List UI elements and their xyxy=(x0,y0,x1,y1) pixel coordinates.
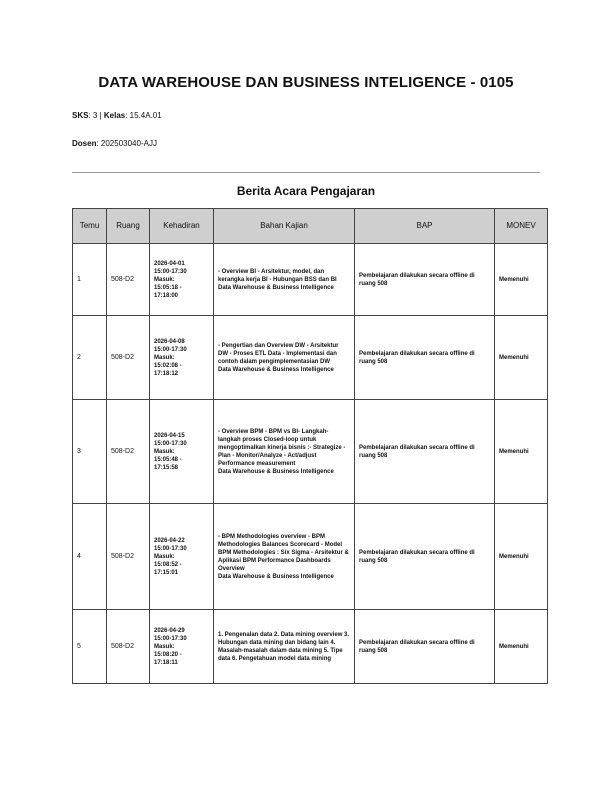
cell-bap: Pembelajaran dilakukan secara offline di ruang 508 xyxy=(355,244,495,316)
table-row xyxy=(73,316,548,400)
cell-bahan-kajian: - Overview BI - Arsitektur, model, dan kerangka kerja BI - Hubungan BSS dan BI Data Warehouse & Business Intelligence xyxy=(214,244,355,316)
table-row xyxy=(73,504,548,610)
header-bap: BAP xyxy=(355,209,495,244)
header-temu: Temu xyxy=(73,209,107,244)
table-row xyxy=(73,610,548,684)
dosen-value: : 202503040-AJJ xyxy=(96,139,157,148)
cell-bahan-kajian: - Overview BPM - BPM vs BI- Langkah-langkah proses Closed-loop untuk mengoptimalkan kinerja bisnis :- Strategize - Plan - Monitor/Analyze - Act/adjust Performance measurement Data Warehouse & Business Intelligence xyxy=(214,400,355,504)
kelas-label: Kelas xyxy=(103,111,126,120)
lecturer-info xyxy=(72,139,157,148)
cell-ruang: 508-D2 xyxy=(107,400,150,504)
table-row xyxy=(73,244,548,316)
cell-bahan-kajian: - Pengertian dan Overview DW - Arsitektur DW - Proses ETL Data - Implementasi dan contoh dalam pengimplementasian DW Data Warehouse & Business Intelligence xyxy=(214,316,355,400)
course-info xyxy=(72,111,162,120)
dosen-label: Dosen xyxy=(72,139,97,148)
cell-ruang: 508-D2 xyxy=(107,610,150,684)
cell-bap: Pembelajaran dilakukan secara offline di ruang 508 xyxy=(355,504,495,610)
cell-monev: Memenuhi xyxy=(495,400,548,504)
cell-temu: 4 xyxy=(73,504,107,610)
cell-bap: Pembelajaran dilakukan secara offline di ruang 508 xyxy=(355,610,495,684)
cell-kehadiran: 2026-04-08 15:00-17:30 Masuk: 15:02:08 - 17:18:12 xyxy=(150,316,214,400)
cell-bap: Pembelajaran dilakukan secara offline di ruang 508 xyxy=(355,316,495,400)
section-title: Berita Acara Pengajaran xyxy=(236,184,376,198)
table-row xyxy=(73,400,548,504)
cell-monev: Memenuhi xyxy=(495,504,548,610)
cell-ruang: 508-D2 xyxy=(107,244,150,316)
horizontal-divider xyxy=(72,172,540,173)
cell-monev: Memenuhi xyxy=(495,316,548,400)
cell-kehadiran: 2026-04-01 15:00-17:30 Masuk: 15:05:18 - 17:18:00 xyxy=(150,244,214,316)
cell-monev: Memenuhi xyxy=(495,244,548,316)
table-header-row xyxy=(73,209,548,244)
header-monev: MONEV xyxy=(495,209,548,244)
cell-ruang: 508-D2 xyxy=(107,504,150,610)
cell-temu: 2 xyxy=(73,316,107,400)
sks-label: SKS xyxy=(72,111,89,120)
cell-monev: Memenuhi xyxy=(495,610,548,684)
cell-kehadiran: 2026-04-29 15:00-17:30 Masuk: 15:08:20 - 17:18:11 xyxy=(150,610,214,684)
document-title: DATA WAREHOUSE DAN BUSINESS INTELIGENCE - 0105 xyxy=(98,74,514,91)
cell-kehadiran: 2026-04-15 15:00-17:30 Masuk: 15:05:48 - 17:15:58 xyxy=(150,400,214,504)
cell-temu: 3 xyxy=(73,400,107,504)
teaching-report-table xyxy=(72,208,548,684)
cell-temu: 5 xyxy=(73,610,107,684)
header-bahan-kajian: Bahan Kajian xyxy=(214,209,355,244)
cell-kehadiran: 2026-04-22 15:00-17:30 Masuk: 15:08:52 - 17:15:01 xyxy=(150,504,214,610)
header-kehadiran: Kehadiran xyxy=(150,209,214,244)
header-ruang: Ruang xyxy=(107,209,150,244)
cell-bap: Pembelajaran dilakukan secara offline di ruang 508 xyxy=(355,400,495,504)
sks-value: : 3 | xyxy=(88,111,104,120)
cell-temu: 1 xyxy=(73,244,107,316)
cell-bahan-kajian: - BPM Methodologies overview - BPM Methodologies Balances Scorecard - Model BPM Methodologies : Six Sigma - Arsitektur & Aplikasi BPM Performance Dashboards Overview Data Warehouse & Business Intelligence xyxy=(214,504,355,610)
cell-ruang: 508-D2 xyxy=(107,316,150,400)
cell-bahan-kajian: 1. Pengenalan data 2. Data mining overview 3. Hubungan data mining dan bidang lain 4. Masalah-masalah dalam data mining 5. Tipe data 6. Pengetahuan model data mining xyxy=(214,610,355,684)
kelas-value: : 15.4A.01 xyxy=(125,111,162,120)
